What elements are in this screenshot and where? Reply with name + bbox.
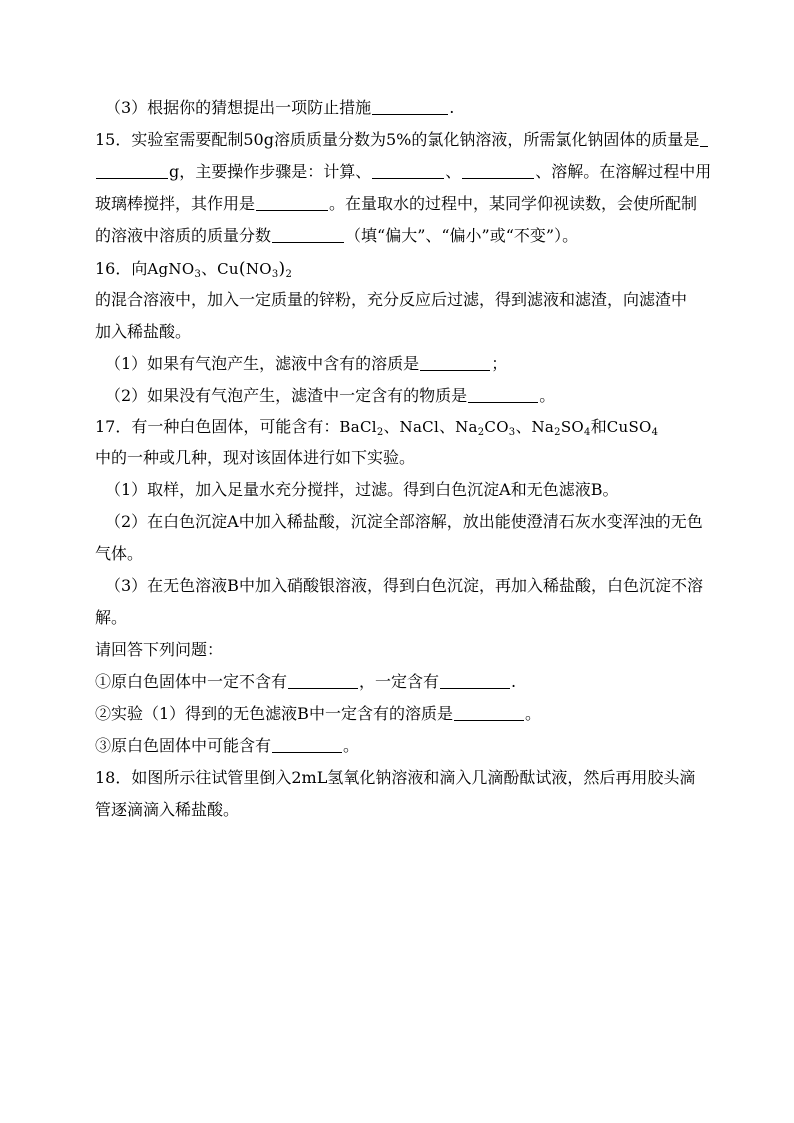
formula-subscript: 3 — [271, 269, 279, 280]
answer-blank — [468, 386, 538, 403]
q17-ask-text: 请回答下列问题： — [95, 640, 224, 659]
formula-text: Na — [455, 418, 478, 436]
q17-answer3 — [95, 735, 359, 757]
q17-part3-text: （3）在无色溶液B中加入硝酸银溶液，得到白色沉淀，再加入稀盐酸，白色沉淀不溶 — [105, 576, 703, 595]
q17-answer1-a: ①原白色固体中一定不含有 — [95, 672, 288, 691]
q17-part2-text: 气体。 — [95, 544, 144, 563]
q17-ask — [95, 639, 223, 661]
q17-line1 — [95, 416, 658, 438]
q14-part3-text: （3）根据你的猜想提出一项防止措施 — [105, 98, 372, 117]
q17-number: 17．有一种白色固体，可能含有： — [95, 417, 340, 436]
q17-answer1 — [95, 671, 516, 693]
q17-answer2-end: 。 — [524, 704, 541, 723]
q17-line2 — [95, 447, 415, 469]
formula-na2co3 — [455, 418, 515, 436]
q17-answer2-a: ②实验（1）得到的无色滤液B中一定含有的溶质是 — [95, 704, 453, 723]
formula-text: Cu — [217, 260, 239, 278]
q15-line4-a: 的溶液中溶质的质量分数 — [95, 226, 272, 245]
q17-part3-text: 解。 — [95, 608, 128, 627]
q17-part2-text: （2）在白色沉淀A中加入稀盐酸，沉淀全部溶解，放出能使澄清石灰水变浑浊的无色 — [105, 512, 703, 531]
answer-blank — [96, 162, 168, 179]
formula-subscript: 2 — [554, 427, 561, 438]
q14-part3-end: . — [449, 98, 455, 117]
answer-blank — [288, 672, 358, 689]
formula-na2so4 — [531, 418, 590, 436]
q16-part2-end: 。 — [539, 386, 556, 405]
q17-answer1-b: ，一定含有 — [359, 672, 440, 691]
q15-line3-a: 玻璃棒搅拌，其作用是 — [95, 194, 256, 213]
formula-nacl: NaCl — [399, 418, 440, 436]
q18-line2-text: 管逐滴滴入稀盐酸。 — [95, 800, 240, 819]
answer-blank — [372, 98, 448, 115]
q16-line2 — [95, 289, 687, 311]
q15-line2-c: 、溶解。在溶解过程中用 — [535, 162, 712, 181]
formula-subscript: 4 — [584, 427, 591, 438]
q16-line1 — [95, 258, 292, 280]
q15-line4-b: （填“偏大”、“偏小”或“不变”）。 — [345, 226, 579, 245]
q16-part2-text: （2）如果没有气泡产生，滤渣中一定含有的物质是 — [105, 386, 468, 405]
q17-answer3-a: ③原白色固体中可能含有 — [95, 736, 272, 755]
formula-cuso4 — [607, 418, 659, 436]
q17-part2-line2 — [95, 543, 143, 565]
formula-text: SO — [560, 418, 585, 436]
answer-blank — [440, 672, 510, 689]
formula-agno3 — [147, 260, 201, 278]
and-word: 和 — [590, 417, 607, 436]
q17-answer3-end: 。 — [343, 736, 360, 755]
q17-part2-line1 — [105, 511, 703, 533]
q16-line3-text: 加入稀盐酸。 — [95, 322, 192, 341]
q17-part3-line1 — [105, 575, 703, 597]
q15-line3 — [95, 193, 697, 215]
q18-line1 — [95, 767, 695, 789]
formula-text: AgNO — [147, 260, 195, 278]
answer-blank — [272, 226, 344, 243]
answer-blank — [454, 704, 524, 721]
formula-text: Na — [531, 418, 555, 436]
q15-line3-b: 。在量取水的过程中，某同学仰视读数，会使所配制 — [329, 194, 698, 213]
q16-part1 — [105, 353, 507, 375]
q18-line2 — [95, 799, 239, 821]
formula-text: CO — [484, 418, 509, 436]
q17-part3-line2 — [95, 607, 127, 629]
formula-subscript: 2 — [285, 269, 293, 280]
q14-part3 — [105, 97, 454, 119]
separator: 、 — [439, 417, 456, 436]
q15-line2-a: g，主要操作步骤是：计算、 — [169, 162, 372, 181]
q15-line1-text: 15．实验室需要配制50g溶质质量分数为5%的氯化钠溶液，所需氯化钠固体的质量是 — [95, 130, 700, 149]
separator: 、 — [515, 417, 532, 436]
formula-subscript: 3 — [194, 269, 202, 280]
q15-line1 — [95, 129, 709, 151]
answer-blank — [462, 162, 534, 179]
formula-bacl2 — [339, 418, 383, 436]
q18-line1-text: 18．如图所示往试管里倒入2mL氢氧化钠溶液和滴入几滴酚酞试液，然后再用胶头滴 — [95, 768, 696, 787]
q16-number: 16．向 — [95, 259, 148, 278]
answer-blank — [372, 162, 444, 179]
answer-blank — [256, 194, 328, 211]
formula-subscript: 4 — [651, 427, 659, 438]
answer-blank — [272, 736, 342, 753]
formula-subscript: 3 — [508, 427, 516, 438]
answer-blank — [420, 354, 490, 371]
formula-cuno32: $Cu(NO_3)_2$ — [217, 259, 293, 280]
q17-line2-text: 中的一种或几种，现对该固体进行如下实验。 — [95, 448, 416, 467]
q16-line3 — [95, 321, 191, 343]
q16-line2-text: 的混合溶液中，加入一定质量的锌粉，充分反应后过滤，得到滤液和滤渣，向滤渣中 — [95, 290, 688, 309]
separator: 、 — [201, 259, 218, 278]
q16-part2 — [105, 385, 555, 407]
q15-line2-b: 、 — [445, 162, 462, 181]
q15-line2 — [95, 161, 711, 183]
separator: 、 — [383, 417, 400, 436]
q17-part1-text: （1）取样，加入足量水充分搅拌，过滤。得到白色沉淀A和无色滤液B。 — [105, 480, 619, 499]
formula-subscript: 2 — [477, 427, 485, 438]
q17-part1 — [105, 479, 619, 501]
q17-answer2 — [95, 703, 541, 725]
q16-part1-end: ； — [491, 354, 508, 373]
formula-text: CuSO — [606, 418, 652, 436]
answer-blank — [700, 130, 708, 147]
formula-subscript: 2 — [376, 427, 384, 438]
q15-line4 — [95, 225, 578, 247]
formula-text: BaCl — [339, 418, 377, 436]
q16-part1-text: （1）如果有气泡产生，滤液中含有的溶质是 — [105, 354, 420, 373]
q17-answer1-end: . — [511, 672, 517, 691]
formula-text: NO — [245, 260, 272, 278]
